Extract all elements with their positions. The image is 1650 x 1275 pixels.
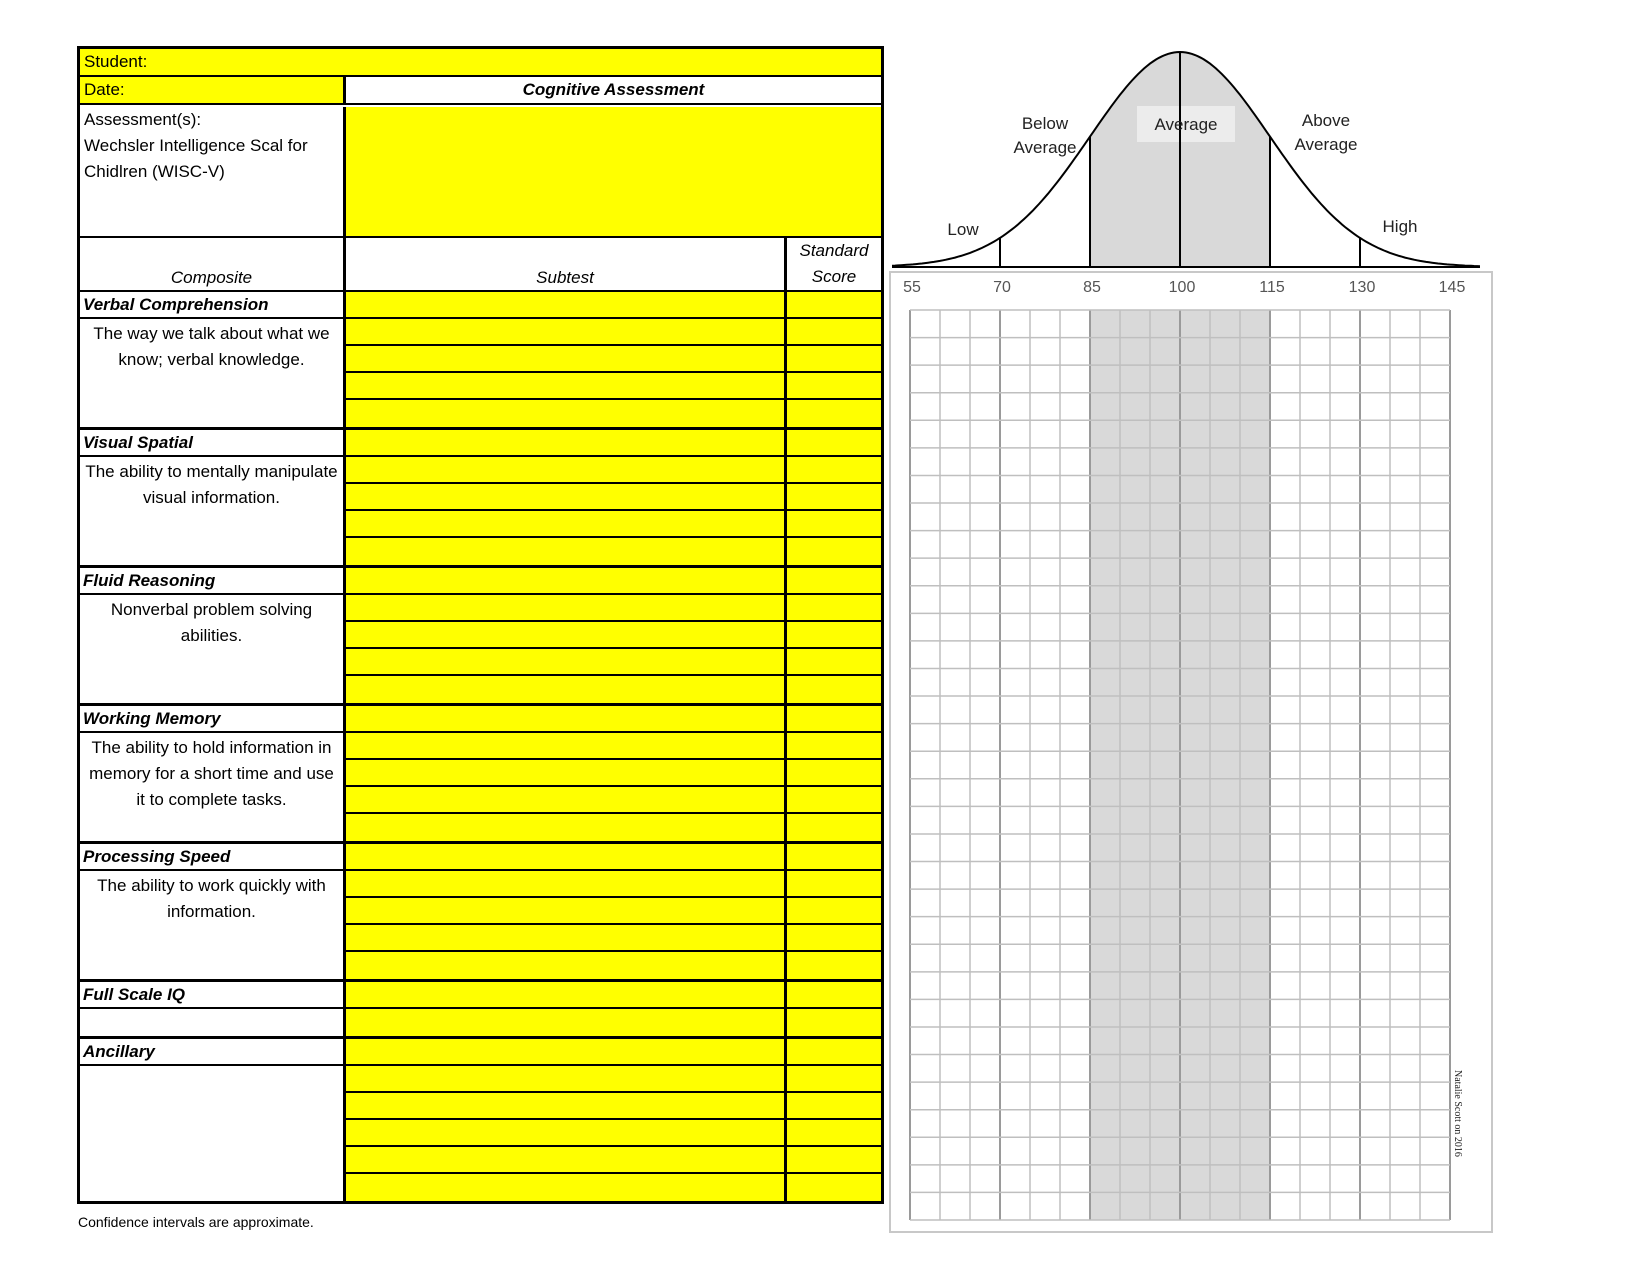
subtest-field[interactable]	[346, 706, 787, 731]
standard-score-field[interactable]	[787, 1066, 881, 1091]
subtest-field[interactable]	[346, 430, 787, 455]
standard-score-field[interactable]	[787, 622, 881, 647]
composite-cell	[80, 844, 346, 979]
subtest-row	[346, 1174, 881, 1201]
subtest-field[interactable]	[346, 292, 787, 317]
assessment-notes-field[interactable]	[346, 107, 881, 236]
standard-score-field[interactable]	[787, 457, 881, 482]
x-tick-label: 70	[993, 279, 1011, 296]
standard-score-field[interactable]	[787, 346, 881, 371]
standard-score-field[interactable]	[787, 844, 881, 869]
section-full-scale-iq	[80, 982, 881, 1039]
assessment-label: Assessment(s):	[84, 110, 202, 129]
composite-description: The ability to hold information in memory for a short time and use it to complete tasks.	[89, 738, 334, 809]
standard-score-field[interactable]	[787, 511, 881, 536]
composite-title: Verbal Comprehension	[80, 292, 343, 319]
subtest-field[interactable]	[346, 622, 787, 647]
subtest-row	[346, 676, 881, 703]
standard-score-field[interactable]	[787, 595, 881, 620]
subtest-row	[346, 538, 881, 565]
x-tick-label: 85	[1083, 279, 1101, 296]
label-below-line2: Average	[1013, 138, 1077, 157]
standard-score-field[interactable]	[787, 430, 881, 455]
standard-score-field[interactable]	[787, 706, 881, 731]
subtest-field[interactable]	[346, 787, 787, 812]
standard-score-field[interactable]	[787, 760, 881, 785]
subtest-row	[346, 649, 881, 676]
assessment-info	[80, 107, 346, 236]
credit-text: Natalie Scott on 2016	[1452, 1070, 1463, 1157]
subtest-rows	[346, 292, 881, 427]
standard-score-field[interactable]	[787, 814, 881, 841]
label-low: Low	[947, 220, 979, 239]
subtest-row	[346, 292, 881, 319]
subtest-field[interactable]	[346, 1066, 787, 1091]
subtest-row	[346, 346, 881, 373]
subtest-row	[346, 373, 881, 400]
x-tick-label: 130	[1348, 279, 1376, 296]
subtest-row	[346, 319, 881, 346]
composite-cell	[80, 430, 346, 565]
composite-header: Composite	[80, 238, 346, 290]
standard-score-field[interactable]	[787, 982, 881, 1007]
standard-score-field[interactable]	[787, 484, 881, 509]
subtest-row	[346, 733, 881, 760]
composite-title: Processing Speed	[80, 844, 343, 871]
subtest-row	[346, 1009, 881, 1036]
standard-score-field[interactable]	[787, 538, 881, 565]
x-tick-label: 100	[1168, 279, 1196, 296]
subtest-row	[346, 871, 881, 898]
standard-score-field[interactable]	[787, 1120, 881, 1145]
subtest-field[interactable]	[346, 484, 787, 509]
assessment-row	[80, 105, 881, 238]
subtest-rows	[346, 706, 881, 841]
standard-score-field[interactable]	[787, 319, 881, 344]
subtest-field[interactable]	[346, 457, 787, 482]
subtest-row	[346, 952, 881, 979]
student-row[interactable]	[80, 49, 881, 77]
section-verbal-comprehension	[80, 292, 881, 430]
label-high: High	[1382, 217, 1418, 236]
label-above-line1: Above	[1301, 111, 1351, 130]
footnote: Confidence intervals are approximate.	[78, 1214, 314, 1230]
subtest-field[interactable]	[346, 952, 787, 979]
subtest-row	[346, 706, 881, 733]
subtest-row	[346, 898, 881, 925]
section-visual-spatial	[80, 430, 881, 568]
standard-score-field[interactable]	[787, 952, 881, 979]
subtest-field[interactable]	[346, 1039, 787, 1064]
score-header-line1: Standard	[799, 241, 869, 260]
section-ancillary	[80, 1039, 881, 1201]
subtest-row	[346, 511, 881, 538]
student-label: Student:	[84, 52, 148, 71]
standard-score-field[interactable]	[787, 871, 881, 896]
subtest-field[interactable]	[346, 511, 787, 536]
date-row	[80, 77, 881, 105]
subtest-field[interactable]	[346, 373, 787, 398]
score-header-line2: Score	[811, 267, 857, 286]
composite-description	[80, 1009, 343, 1036]
subtest-rows	[346, 982, 881, 1036]
composite-cell	[80, 982, 346, 1036]
standard-score-field[interactable]	[787, 1039, 881, 1064]
standard-score-field[interactable]	[787, 1174, 881, 1201]
subtest-row	[346, 1066, 881, 1093]
subtest-row	[346, 457, 881, 484]
subtest-row	[346, 430, 881, 457]
x-tick-label: 55	[903, 279, 921, 296]
date-label[interactable]: Date:	[80, 77, 346, 103]
composite-cell	[80, 706, 346, 841]
subtest-rows	[346, 844, 881, 979]
subtest-field[interactable]	[346, 595, 787, 620]
subtest-header: Subtest	[346, 238, 787, 290]
subtest-field[interactable]	[346, 319, 787, 344]
subtest-rows	[346, 568, 881, 703]
composite-description: The ability to work quickly with information.	[97, 876, 326, 921]
subtest-field[interactable]	[346, 982, 787, 1007]
assessment-name-line2: Chidlren (WISC-V)	[84, 162, 225, 181]
subtest-field[interactable]	[346, 1174, 787, 1201]
subtest-field[interactable]	[346, 346, 787, 371]
subtest-field[interactable]	[346, 733, 787, 758]
subtest-field[interactable]	[346, 898, 787, 923]
subtest-field[interactable]	[346, 649, 787, 674]
standard-score-field[interactable]	[787, 787, 881, 812]
label-above-line2: Average	[1294, 135, 1358, 154]
section-fluid-reasoning	[80, 568, 881, 706]
subtest-row	[346, 760, 881, 787]
composite-description: Nonverbal problem solving abilities.	[110, 600, 313, 645]
assessment-form	[77, 46, 884, 1204]
composite-title: Fluid Reasoning	[80, 568, 343, 595]
standard-score-field[interactable]	[787, 1009, 881, 1036]
standard-score-field[interactable]	[787, 373, 881, 398]
subtest-field[interactable]	[346, 538, 787, 565]
composite-cell	[80, 292, 346, 427]
composite-title: Working Memory	[80, 706, 343, 733]
section-processing-speed	[80, 844, 881, 982]
standard-score-field[interactable]	[787, 568, 881, 593]
subtest-field[interactable]	[346, 760, 787, 785]
column-headers	[80, 238, 881, 292]
subtest-rows	[346, 1039, 881, 1201]
standard-score-field[interactable]	[787, 649, 881, 674]
bell-curve-chart	[880, 40, 1500, 1240]
subtest-row	[346, 400, 881, 427]
subtest-field[interactable]	[346, 814, 787, 841]
subtest-row	[346, 1120, 881, 1147]
standard-score-field[interactable]	[787, 733, 881, 758]
subtest-field[interactable]	[346, 1009, 787, 1036]
subtest-field[interactable]	[346, 925, 787, 950]
subtest-field[interactable]	[346, 844, 787, 869]
subtest-field[interactable]	[346, 676, 787, 703]
standard-score-field[interactable]	[787, 676, 881, 703]
subtest-row	[346, 622, 881, 649]
composite-title: Ancillary	[80, 1039, 343, 1066]
x-tick-label: 115	[1259, 279, 1285, 296]
composite-cell	[80, 1039, 346, 1201]
subtest-field[interactable]	[346, 568, 787, 593]
subtest-field[interactable]	[346, 400, 787, 427]
assessment-name-line1: Wechsler Intelligence Scal for	[84, 136, 308, 155]
standard-score-field[interactable]	[787, 292, 881, 317]
composite-description: The ability to mentally manipulate visual information.	[85, 462, 338, 507]
subtest-row	[346, 1039, 881, 1066]
standard-score-field[interactable]	[787, 1147, 881, 1172]
standard-score-field[interactable]	[787, 400, 881, 427]
subtest-row	[346, 595, 881, 622]
subtest-row	[346, 925, 881, 952]
composite-description: The way we talk about what we know; verbal knowledge.	[93, 324, 330, 369]
subtest-row	[346, 787, 881, 814]
composite-description	[80, 1066, 343, 1201]
label-below-line1: Below	[1021, 114, 1069, 133]
subtest-field[interactable]	[346, 1147, 787, 1172]
subtest-row	[346, 814, 881, 841]
subtest-row	[346, 568, 881, 595]
standard-score-header	[787, 238, 881, 290]
subtest-row	[346, 1147, 881, 1174]
subtest-row	[346, 982, 881, 1009]
x-tick-label: 145	[1438, 279, 1466, 296]
subtest-row	[346, 1093, 881, 1120]
subtest-row	[346, 484, 881, 511]
subtest-row	[346, 844, 881, 871]
subtest-rows	[346, 430, 881, 565]
subtest-field[interactable]	[346, 1093, 787, 1118]
section-working-memory	[80, 706, 881, 844]
composite-cell	[80, 568, 346, 703]
subtest-field[interactable]	[346, 1120, 787, 1145]
standard-score-field[interactable]	[787, 1093, 881, 1118]
form-title: Cognitive Assessment	[522, 80, 705, 99]
standard-score-field[interactable]	[787, 925, 881, 950]
subtest-field[interactable]	[346, 871, 787, 896]
sections	[80, 292, 881, 1201]
label-average: Average	[1154, 115, 1218, 134]
composite-title: Visual Spatial	[80, 430, 343, 457]
composite-title: Full Scale IQ	[80, 982, 343, 1009]
standard-score-field[interactable]	[787, 898, 881, 923]
